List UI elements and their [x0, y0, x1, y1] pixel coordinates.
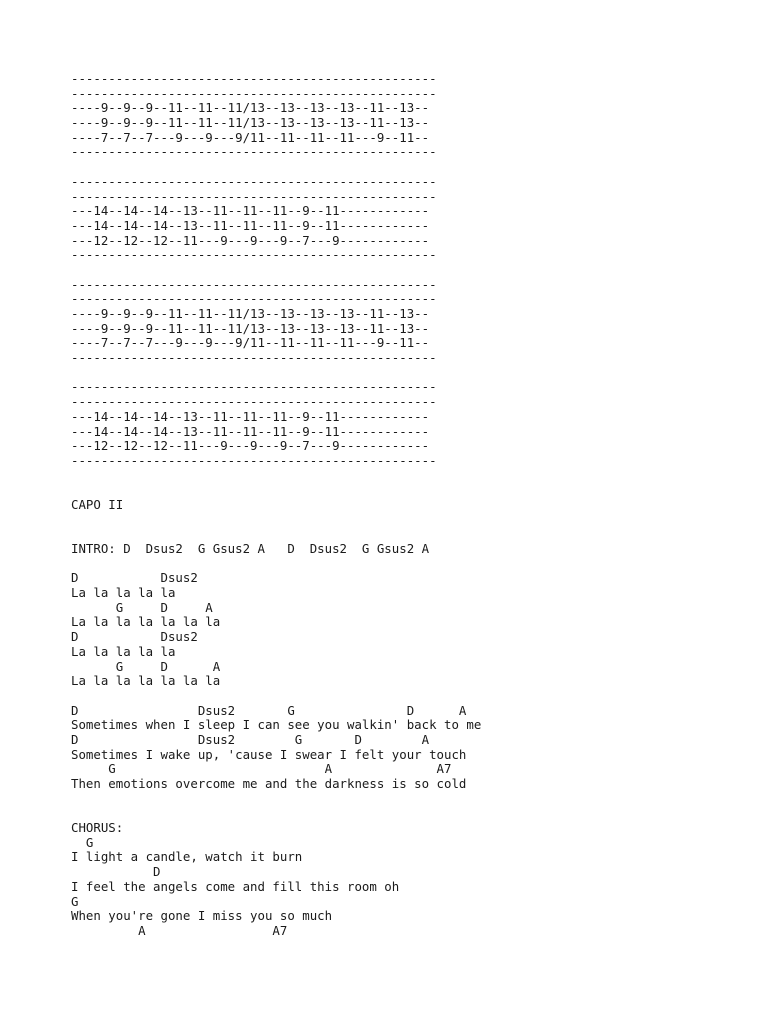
text-line: CAPO II	[71, 496, 124, 512]
text-line: Sometimes when I sleep I can see you walkin' back to me	[71, 717, 482, 733]
text-line: D	[71, 864, 161, 880]
text-line: ----9--9--9--11--11--11/13--13--13--13--11--13--	[71, 115, 430, 131]
text-line: -------------------------------------------------	[71, 85, 437, 101]
text-line: La la la la la	[71, 643, 176, 659]
text-line: -------------------------------------------------	[71, 379, 437, 395]
text-line: -------------------------------------------------	[71, 144, 437, 160]
text-line: D Dsus2	[71, 629, 198, 645]
text-line: -------------------------------------------------	[71, 394, 437, 410]
text-line: Then emotions overcome me and the darkness is so cold	[71, 776, 467, 791]
text-line: I light a candle, watch it burn	[71, 849, 303, 865]
text-line: G D A	[71, 599, 213, 615]
text-line	[71, 527, 768, 542]
text-line	[71, 263, 768, 278]
text-line: -------------------------------------------------	[71, 188, 437, 204]
text-line: G A A7	[71, 761, 452, 777]
text-line: I feel the angels come and fill this room oh	[71, 878, 400, 894]
text-line: -------------------------------------------------	[71, 350, 437, 366]
text-line	[71, 160, 768, 175]
text-line	[71, 689, 768, 704]
text-line: G D A	[71, 658, 221, 674]
text-line	[71, 792, 768, 807]
text-line: D Dsus2 G D A	[71, 702, 467, 718]
text-line: G	[71, 893, 79, 909]
text-line: La la la la la la la	[71, 673, 221, 689]
text-line: When you're gone I miss you so much	[71, 908, 333, 924]
text-line: ---14--14--14--13--11--11--11--9--11------------	[71, 217, 430, 233]
text-line	[71, 483, 768, 498]
text-line: D Dsus2 G D A	[71, 731, 430, 747]
text-line: G	[71, 834, 94, 850]
text-line: INTRO: D Dsus2 G Gsus2 A D Dsus2 G Gsus2 A	[71, 541, 430, 556]
text-line: ----7--7--7---9---9---9/11--11--11--11---9--11--	[71, 129, 430, 145]
text-line: ----9--9--9--11--11--11/13--13--13--13--11--13--	[71, 100, 430, 116]
text-line: ---12--12--12--11---9---9---9--7---9------------	[71, 438, 430, 454]
text-line: -------------------------------------------------	[71, 452, 437, 468]
text-line: ----9--9--9--11--11--11/13--13--13--13--11--13--	[71, 320, 430, 336]
text-line: -------------------------------------------------	[71, 247, 437, 263]
text-line: -------------------------------------------------	[71, 291, 437, 307]
text-line	[71, 513, 768, 528]
text-line: ---14--14--14--13--11--11--11--9--11------------	[71, 423, 430, 439]
text-line: ---14--14--14--13--11--11--11--9--11------------	[71, 203, 430, 219]
text-line: La la la la la	[71, 585, 176, 601]
text-line: ----7--7--7---9---9---9/11--11--11--11---9--11--	[71, 335, 430, 351]
text-line	[71, 557, 768, 572]
text-line: La la la la la la la	[71, 614, 221, 630]
text-line	[71, 469, 768, 484]
text-line: -------------------------------------------------	[71, 276, 437, 292]
text-line: -------------------------------------------------	[71, 173, 437, 189]
text-line: D Dsus2	[71, 570, 198, 586]
text-line: CHORUS:	[71, 820, 124, 836]
text-line	[71, 806, 768, 821]
text-line: A A7	[71, 922, 288, 938]
text-line: ----9--9--9--11--11--11/13--13--13--13--11--13--	[71, 306, 430, 321]
text-line: -------------------------------------------------	[71, 71, 437, 86]
text-line: Sometimes I wake up, 'cause I swear I felt your touch	[71, 746, 467, 762]
text-line: ---14--14--14--13--11--11--11--9--11------------	[71, 408, 430, 424]
text-line	[71, 366, 768, 381]
text-line: ---12--12--12--11---9---9---9--7---9------------	[71, 232, 430, 248]
tab-document	[71, 72, 768, 939]
